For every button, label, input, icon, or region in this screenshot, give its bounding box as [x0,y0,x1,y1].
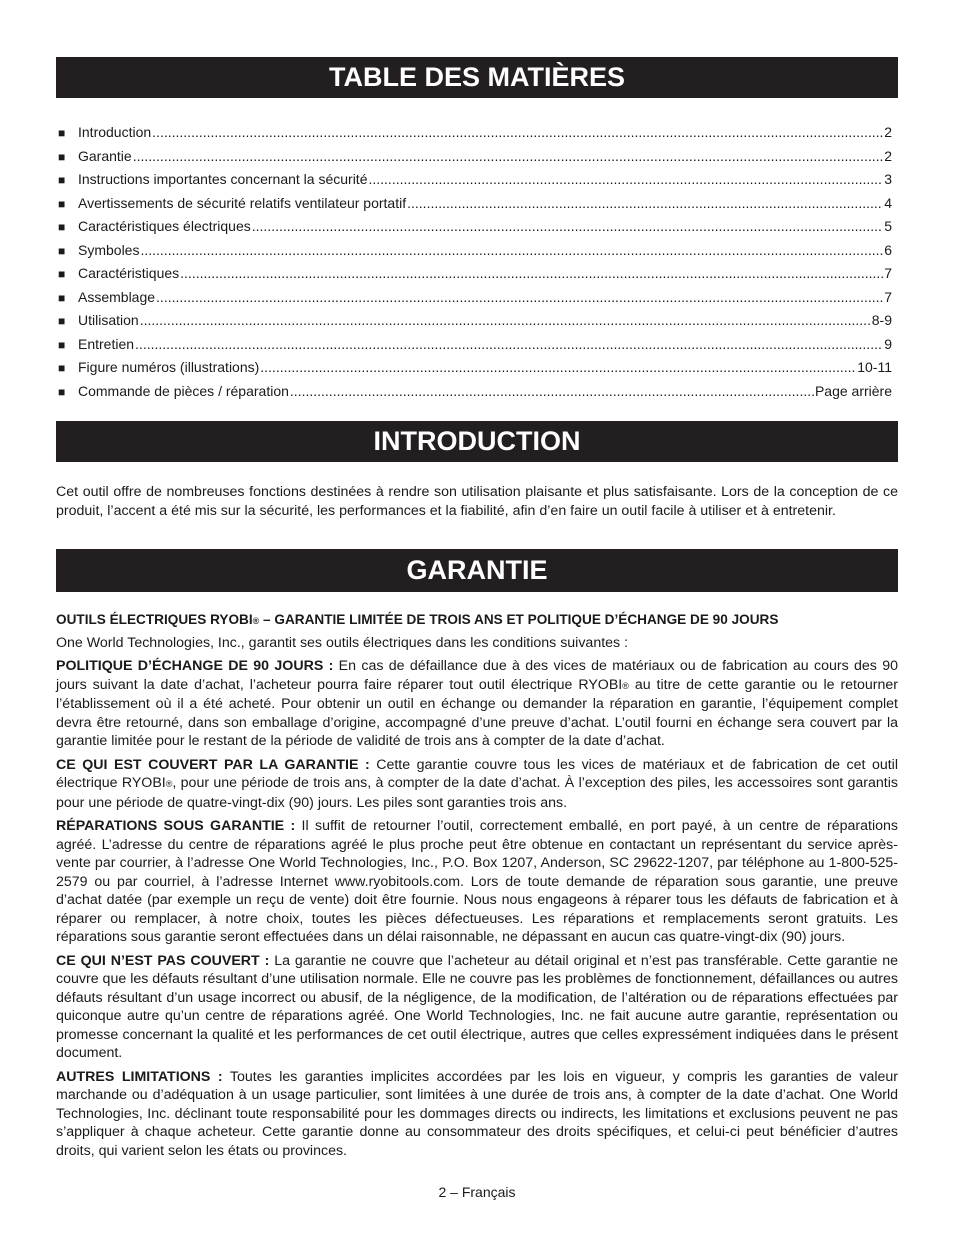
dot-leader [140,239,883,263]
toc-item[interactable] [58,121,892,145]
toc-item-title: Utilisation [78,312,139,328]
toc-item-page: 2 [884,147,892,164]
coverage-paragraph [56,756,898,813]
toc-item-title: Instructions importantes concernant la sécurité [78,171,368,187]
toc-item-page: 6 [884,241,892,258]
toc-item[interactable] [58,192,892,216]
dot-leader [135,333,883,357]
dot-leader [260,356,856,380]
introduction-text: Cet outil offre de nombreuses fonctions destinées à rendre son utilisation plaisante et plus satisfaisante. Lors de la conception de ce produit, l’accent a été mis sur la sécurité, les performances et la fiabilité, afin d’en faire un outil facile à utiliser et à entretenir. [56,484,898,519]
square-bullet-icon: ■ [58,243,66,258]
dot-leader [407,192,883,216]
dot-leader [140,309,871,333]
toc-item-page: 5 [884,218,892,234]
toc-item-page: 8-9 [871,312,892,328]
toc-item[interactable] [58,356,892,380]
not-covered-label: CE QUI N’EST PAS COUVERT : [56,952,270,969]
warranty-heading [56,611,898,631]
toc-item-title: Garantie [78,147,132,164]
registered-mark: ® [622,680,629,691]
exchange-policy-paragraph [56,657,898,751]
registered-mark: ® [252,616,260,626]
square-bullet-icon: ■ [58,314,66,328]
dot-leader [290,380,814,404]
dot-leader [156,286,883,310]
warranty-heading-pre: OUTILS ÉLECTRIQUES RYOBI [56,612,253,627]
square-bullet-icon: ■ [58,220,66,234]
other-limitations-text: Toutes les garanties implicites accordées par les lois en vigueur, y compris les garanties de valeur marchande ou d’adéquation à un usage particulier, sont limitées à une durée de trois ans, à compter de la date d’achat. One World Technologies, Inc. déclinant toute responsabilité pour les dommages directs ou indirects, les limitations et exclusions peuvent ne pas s’appliquer à chaque acheteur. Cette garantie donne au consommateur des droits spécifiques, et celui-ci peut bénéficier d’autres droits, qui varient selon les états ou provinces. [56,1068,898,1159]
square-bullet-icon: ■ [58,149,66,164]
toc-item-title: Introduction [78,124,152,140]
toc-item-title: Caractéristiques [78,265,180,281]
toc-item-title: Avertissements de sécurité relatifs ventilateur portatif [78,194,407,211]
toc-item[interactable] [58,168,892,192]
toc-item[interactable] [58,333,892,357]
warranty-sections [56,657,898,1165]
toc-item[interactable] [58,239,892,263]
other-limitations-paragraph [56,1068,898,1161]
toc-item-page: Page arrière [814,382,892,399]
exchange-policy-text-a: En cas de défaillance due à des vices de matériaux ou de fabrication au cours des 90 jours suivant la date d’achat, l’acheteur pourra faire réparer tout outil électrique RYOBI [56,658,898,693]
registered-mark: ® [165,779,173,789]
toc-item-title: Assemblage [78,288,156,305]
exchange-policy-label: POLITIQUE D’ÉCHANGE DE 90 JOURS : [56,658,334,674]
toc-item-page: 7 [884,288,892,305]
not-covered-paragraph [56,952,898,1063]
exchange-policy-text-b: au titre de cette garantie ou le retourner l’établissement où il a été acheté. Pour obtenir un outil en échange ou demander la réparation en garantie, l’équipement complet devra être retourné, dans son emballage d’origine, accompagné d’une preuve d’achat. L’outil fourni en échange sera couvert par la garantie limitée pour le restant de la période de validité de trois ans à compter de la date d’achat. [56,676,899,749]
dot-leader [180,262,883,286]
toc-list [58,121,892,403]
toc-item[interactable] [58,145,892,169]
toc-item-title: Entretien [78,335,135,352]
repairs-paragraph [56,817,898,947]
not-covered-text: La garantie ne couvre que l’acheteur au détail original et n’est pas transférable. Cette garantie ne couvre que les défauts résultant d’une utilisation normale. Elle ne couvre pas les problèmes de fonctionnement, défaillances ou autres défauts résultant d’un usage incorrect ou abusif, de la négligence, de la modification, de l’altération ou de réparations effectuées par quiconque autre qu’un centre de réparations agréé. One World Technologies, Inc. ne fait aucune autre garantie, représentation ou promesse concernant la qualité et les performances de cet outil électrique, autres que celles expressément indiquées dans le présent document. [56,952,899,1061]
toc-item-page: 2 [884,124,892,140]
toc-item[interactable] [58,309,892,333]
toc-item-title: Symboles [78,241,140,258]
toc-item-title: Caractéristiques électriques [78,218,251,234]
square-bullet-icon: ■ [58,196,66,211]
introduction-title: INTRODUCTION [56,421,898,462]
repairs-text: Il suffit de retourner l’outil, correctement emballé, en port payé, à un centre de réparations agréé. L’adresse du centre de réparations agréé le plus proche peut être obtenue en contactant un représentant du service après-vente par courrier, à l’adresse One World Technologies, Inc., P.O. Box 1207, Anderson, SC 29622-1207, par téléphone au 1-800-525-2579 ou par courriel, à l’adresse Internet www.ryobitools.com. Lors de toute demande de réparation sous garantie, une preuve d’achat datée (par exemple un reçu de vente) doit être fournie. Nous nous engageons à réparer tous les défauts de fabrication et à réparer ou remplacer, à notre choix, toutes les pièces défectueuses. Les réparations et remplacements seront gratuits. Les réparations sous garantie seront effectuées dans un délai raisonnable, ne dépassant en aucun cas quatre-vingt-dix (90) jours. [56,818,899,945]
toc-item-title: Commande de pièces / réparation [78,382,289,399]
toc-item-title: Figure numéros (illustrations) [78,359,260,375]
toc-item-page: 4 [884,194,892,211]
toc-item-page: 9 [884,335,892,352]
toc-item-page: 3 [884,171,892,187]
square-bullet-icon: ■ [58,173,66,187]
repairs-label: RÉPARATIONS SOUS GARANTIE : [56,818,296,834]
toc-item-page: 10-11 [857,359,892,375]
warranty-heading-post: – GARANTIE LIMITÉE DE TROIS ANS ET POLITIQUE D’ÉCHANGE DE 90 JOURS [259,612,779,627]
square-bullet-icon: ■ [58,337,66,352]
garantie-title: GARANTIE [56,549,898,592]
dot-leader [133,145,884,169]
toc-item[interactable] [58,262,892,286]
toc-title: TABLE DES MATIÈRES [56,57,898,98]
square-bullet-icon: ■ [58,384,66,399]
page-footer: 2 – Français [438,1184,516,1200]
dot-leader [252,215,883,239]
dot-leader [152,121,883,145]
toc-item[interactable] [58,286,892,310]
other-limitations-label: AUTRES LIMITATIONS : [56,1068,223,1085]
toc-item-page: 7 [884,265,892,281]
coverage-text-a: Cette garantie couvre tous les vices de matériaux et de fabrication de cet outil électrique RYOBI [56,756,898,791]
dot-leader [368,168,883,192]
toc-item[interactable] [58,215,892,239]
warranty-company-line: One World Technologies, Inc., garantit ses outils électriques dans les conditions suivantes : [56,635,629,651]
coverage-text-b: , pour une période de trois ans, à compter de la date d’achat. À l’exception des piles, les accessoires sont garantis pour une période de quatre-vingt-dix (90) jours. Les piles sont garanties trois ans. [56,775,898,811]
square-bullet-icon: ■ [58,361,66,375]
square-bullet-icon: ■ [58,126,66,140]
coverage-label: CE QUI EST COUVERT PAR LA GARANTIE : [56,756,370,773]
toc-item[interactable] [58,380,892,404]
square-bullet-icon: ■ [58,290,66,305]
square-bullet-icon: ■ [58,267,66,281]
